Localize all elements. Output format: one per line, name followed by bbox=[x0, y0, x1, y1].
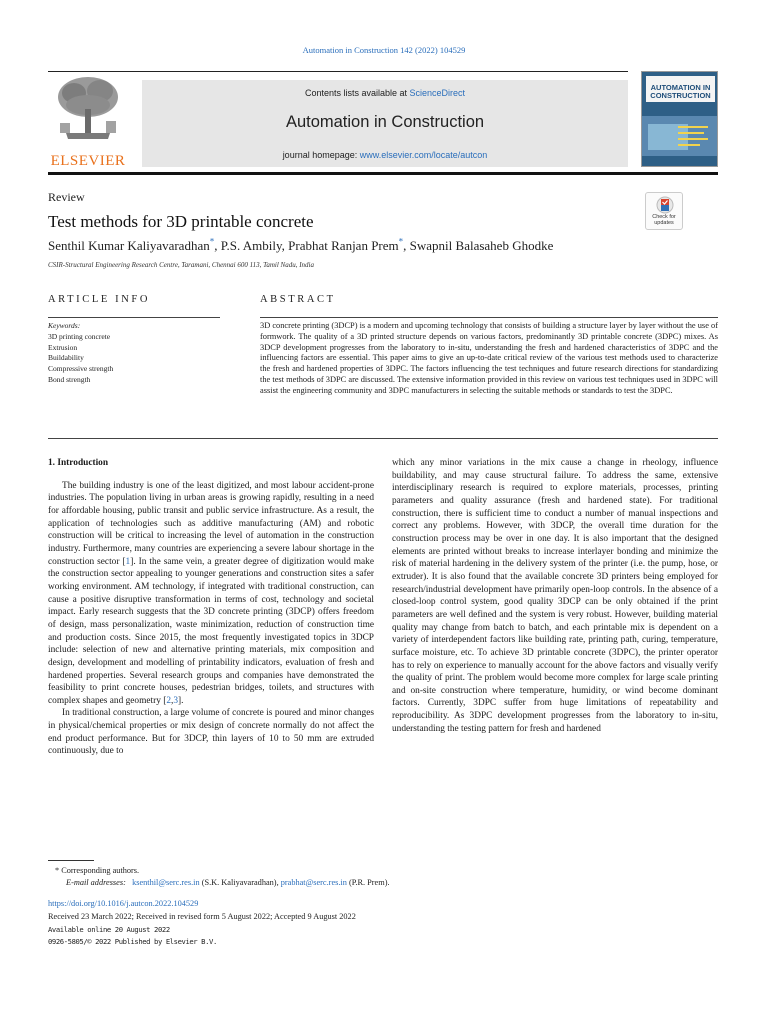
cover-line bbox=[678, 138, 708, 140]
contents-prefix: Contents lists available at bbox=[304, 88, 410, 98]
elsevier-tree-icon bbox=[54, 75, 122, 141]
available-online-date: Available online 20 August 2022 bbox=[48, 925, 170, 934]
homepage-line bbox=[142, 150, 628, 160]
journal-citation-link[interactable]: Automation in Construction 142 (2022) 104529 bbox=[302, 45, 466, 55]
author-affiliation: CSIR-Structural Engineering Research Centre, Taramani, Chennai 600 113, Tamil Nadu, India bbox=[48, 261, 314, 269]
contents-line bbox=[142, 88, 628, 98]
keyword-item: Buildability bbox=[48, 353, 84, 363]
corresponding-author-mark[interactable]: * bbox=[209, 236, 215, 247]
keyword-item: 3D printing concrete bbox=[48, 331, 111, 341]
paragraph-text: The building industry is one of the least digitized, and most labour accident-prone industries. The population living in urban areas is growing rapidly, resulting in a need for affordable housing, public transit and public service infrastructure. As a result, the application of technologies such as additive manufacturing (AM) and robotic construction will be critical to increasing the level of automation in the construction industry. Furthermore, many countries are experiencing a severe labour shortage in the construction sector [ bbox=[48, 480, 374, 567]
elsevier-wordmark: ELSEVIER bbox=[50, 153, 126, 169]
section-heading-introduction: 1. Introduction bbox=[48, 458, 109, 468]
author-name[interactable]: Senthil Kumar Kaliyavaradhan bbox=[48, 238, 210, 253]
cover-line bbox=[678, 144, 700, 146]
masthead-bottom-rule bbox=[48, 172, 718, 175]
check-updates-label: Check for updates bbox=[652, 214, 676, 226]
email-link[interactable]: prabhat@serc.res.in bbox=[280, 878, 347, 887]
article-title: Test methods for 3D printable concrete bbox=[48, 212, 314, 231]
body-column-right bbox=[392, 457, 718, 735]
abstract-rule bbox=[260, 317, 718, 318]
doi-link[interactable]: https://doi.org/10.1016/j.autcon.2022.104529 bbox=[48, 899, 199, 908]
cover-title: AUTOMATION IN CONSTRUCTION bbox=[650, 83, 711, 100]
keyword-item: Bond strength bbox=[48, 374, 91, 384]
email-owner: (S.K. Kaliyavaradhan), bbox=[199, 878, 281, 887]
author-separator: , bbox=[281, 238, 289, 253]
article-type: Review bbox=[48, 190, 85, 204]
author-name[interactable]: Prabhat Ranjan Prem bbox=[288, 238, 399, 253]
keywords-block bbox=[48, 321, 220, 386]
author-separator: , bbox=[403, 238, 410, 253]
body-paragraph: In traditional construction, a large volume of concrete is poured and minor changes in physical/chemical properties or mix design of concrete normally do not affect the end product performance. But for 3DCP, thin layers of 10 to 50 mm are extruded continuously, due to bbox=[48, 708, 374, 757]
author-name[interactable]: P.S. Ambily bbox=[220, 238, 282, 253]
footnote-rule bbox=[48, 860, 94, 861]
article-info-rule bbox=[48, 317, 220, 318]
body-paragraph: which any minor variations in the mix cause a change in rheology, influence buildability, and may cause structural failure. To address the same, extensive interdisciplinary research is required to explore materials, processes, printing parameters and quality assurance (fresh and hardened state). For traditional construction, there is sufficient time to conduct a number of manual inspections and correct any problems. However, with 3DCP, the overall time duration for the construction process may be over in one day. It is also important that the designed elements are printed without breaks to increase interlayer bonding and minimize the risk of material hardening in the delivery system of the printer (i.e. the pump, hose, or extruder). It is also found that the available concrete 3D printers being employed for research/industrial development have primarily open-loop controls. In the absence of a closed-loop control system, good quality 3DCP can be only obtained if the print parameters are well defined and the system is very robust. However, building material quality may change from batch to batch, and each printable mix is dependent on a variety of interdependent factors like building rate, printing path, curing, temperature, surface moisture, etc. To achieve 3D printable concrete (3DPC), the printer operator has to rely on experience to manually account for the above factors and visually verify the quality of print. The problem would become more complex for large scale printing and on-site construction where temperature, humidity, or wind become dominant factors. Currently, 3DPC suffer from huge limitations of repeatability and reproducibility. As 3DPC development progresses from the laboratory to in-situ, understanding the testing pattern for fresh and hardened bbox=[392, 458, 718, 734]
keyword-item: Compressive strength bbox=[48, 364, 114, 374]
email-owner: (P.R. Prem). bbox=[346, 878, 390, 887]
cover-line bbox=[678, 126, 708, 128]
sciencedirect-link[interactable]: ScienceDirect bbox=[409, 88, 466, 98]
cover-line bbox=[678, 132, 704, 134]
reference-link[interactable]: 3 bbox=[173, 695, 179, 706]
article-info-heading: ARTICLE INFO bbox=[48, 294, 151, 305]
author-list bbox=[48, 238, 553, 254]
elsevier-logo[interactable] bbox=[48, 75, 128, 167]
reference-link[interactable]: 1 bbox=[125, 556, 131, 567]
email-addresses-note bbox=[66, 878, 390, 887]
check-for-updates-button[interactable] bbox=[645, 192, 683, 230]
paragraph-text: ]. bbox=[178, 695, 184, 706]
journal-homepage-link[interactable]: www.elsevier.com/locate/autcon bbox=[359, 150, 488, 160]
copyright-line: 0926-5805/© 2022 Published by Elsevier B.V. bbox=[48, 937, 217, 946]
received-dates: Received 23 March 2022; Received in revised form 5 August 2022; Accepted 9 August 2022 bbox=[48, 912, 356, 921]
abstract-text: 3D concrete printing (3DCP) is a modern and upcoming technology that consists of building a structure layer by layer without the use of formwork. The quality of a 3D printed structure depends on various factors, predominantly 3D printable concrete (3DPC) mixes. As 3DCP development progresses from the laboratory to in-situ, understanding the fresh and hardened characteristics of 3DPC and the influencing factors are essential. This paper aims to give an up-to-date critical review of the various test methods used to characterize the fresh and hardened properties of 3DPC. The factors influencing the test techniques and future research directions for standardizing the test methods of 3DPC are discussed. The extensive information provided in this review on various test techniques used in 3DPC will assist the engineering community and 3DPC manufacturers in selecting the suitable methods or standards to test the 3DPC. bbox=[260, 321, 718, 395]
keywords-label: Keywords: bbox=[48, 321, 81, 330]
journal-title: Automation in Construction bbox=[285, 113, 485, 131]
body-column-left bbox=[48, 457, 374, 758]
masthead-top-rule bbox=[48, 71, 628, 72]
journal-banner bbox=[142, 80, 628, 167]
abstract-heading: ABSTRACT bbox=[260, 294, 336, 305]
check-updates-icon bbox=[656, 196, 674, 214]
reference-separator: , bbox=[171, 695, 174, 706]
author-separator: , bbox=[214, 238, 221, 253]
journal-cover-image[interactable] bbox=[641, 71, 718, 167]
journal-masthead bbox=[48, 71, 718, 175]
reference-link[interactable]: 2 bbox=[166, 695, 171, 706]
body-divider bbox=[48, 438, 718, 439]
body-paragraph bbox=[48, 480, 374, 708]
keyword-item: Extrusion bbox=[48, 342, 78, 352]
author-name[interactable]: Swapnil Balasaheb Ghodke bbox=[409, 238, 554, 253]
paragraph-text: ]. In the same vein, a greater degree of digitization would make the construction sector appealing to younger generations and construction sites a safer working environment. AM technology, if integrated with traditional construction, can cause a positive disruptive transformation in terms of cost, technology and societal impact. Early research suggests that the 3D concrete printing (3DCP) offers freedom of design, mass personalization, waste minimization, reduction of construction time and production costs. Since 2015, the most frequently investigated topics in 3DCP include: selection of new and alternative printing materials, mix composition and design, development and modelling of printability indicators, evaluation of fresh and hardened properties. Several research groups and companies have demonstrated the feasibility to print concrete houses, pedestrian bridges, toilets, and structures with complex shapes and geometry [ bbox=[48, 556, 374, 706]
homepage-prefix: journal homepage: bbox=[282, 150, 360, 160]
email-label: E-mail addresses: bbox=[66, 878, 126, 887]
corresponding-author-mark[interactable]: * bbox=[398, 236, 404, 247]
corresponding-authors-note: * Corresponding authors. bbox=[55, 866, 140, 875]
email-link[interactable]: ksenthil@serc.res.in bbox=[132, 878, 200, 887]
